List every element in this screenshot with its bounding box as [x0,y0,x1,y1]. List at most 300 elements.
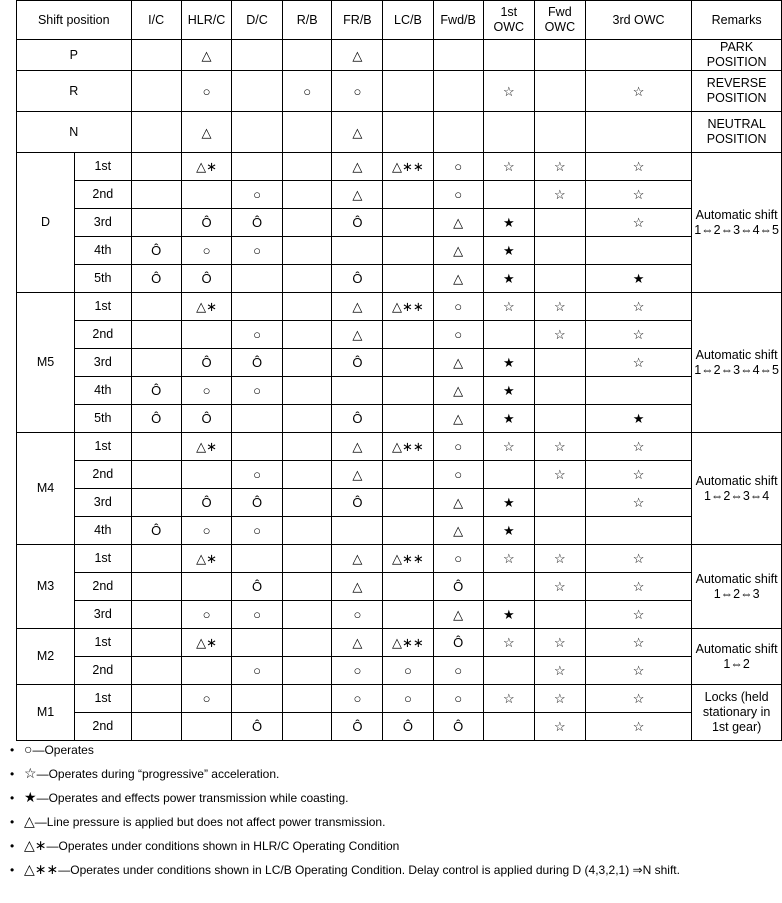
symbol-cell [383,112,433,153]
gear-cell: 1st [75,293,131,321]
header-cell: Fwd/B [433,1,483,40]
symbol-cell [433,71,483,112]
table-row [17,71,782,112]
symbol-cell: ☆ [534,461,585,489]
header-row [17,1,782,40]
symbol-cell: △ [332,153,383,181]
legend-text: —Operates [32,743,94,757]
symbol-cell [232,112,283,153]
remark-cell: Automatic shift 1⇔2⇔3⇔4⇔5 [692,293,782,433]
symbol-cell [282,489,332,517]
symbol-cell: ☆ [585,545,691,573]
symbol-cell [383,489,433,517]
table-row [17,321,782,349]
symbol-cell: △ [433,237,483,265]
symbol-cell [383,349,433,377]
symbol-cell: ○ [383,657,433,685]
symbol-cell [131,461,181,489]
symbol-cell: ○ [232,181,283,209]
symbol-cell: Ô [131,405,181,433]
symbol-cell [282,433,332,461]
symbol-cell [483,40,534,71]
symbol-cell: Ô [332,489,383,517]
table-row [17,461,782,489]
bullet: • [10,791,15,805]
symbol-cell: ○ [433,685,483,713]
symbol-cell: ★ [585,405,691,433]
symbol-cell: △ [332,112,383,153]
symbol-cell: ☆ [585,209,691,237]
table-row [17,153,782,181]
symbol-cell [232,293,283,321]
legend-note [10,739,680,763]
table-row [17,40,782,71]
symbol-cell [282,685,332,713]
header-cell: Remarks [692,1,782,40]
symbol-cell: Ô [332,405,383,433]
symbol-cell [282,293,332,321]
symbol-cell: ☆ [534,657,585,685]
gear-cell: 1st [75,153,131,181]
symbol-cell [131,293,181,321]
symbol-cell: △ [332,545,383,573]
header-cell: 1st OWC [483,1,534,40]
symbol-cell: ☆ [585,71,691,112]
legend-symbol: △ [24,813,35,829]
symbol-cell [282,405,332,433]
symbol-cell: ○ [433,545,483,573]
symbol-cell [383,461,433,489]
symbol-cell: Ô [383,713,433,741]
symbol-cell [232,265,283,293]
symbol-cell: ☆ [585,293,691,321]
symbol-cell: ○ [232,237,283,265]
bullet: • [10,839,15,853]
symbol-cell: ☆ [534,321,585,349]
header-cell: HLR/C [181,1,231,40]
symbol-cell [282,181,332,209]
symbol-cell: ○ [332,657,383,685]
symbol-cell: Ô [131,265,181,293]
remark-cell: Automatic shift 1⇔2⇔3 [692,545,782,629]
gear-cell: 1st [75,685,131,713]
symbol-cell [131,40,181,71]
legend-text: —Operates under conditions shown in HLR/C Operating Condition [46,839,400,853]
symbol-cell [534,265,585,293]
symbol-cell: ☆ [534,685,585,713]
symbol-cell [585,112,691,153]
gear-cell: 5th [75,265,131,293]
symbol-cell: ○ [433,153,483,181]
symbol-cell: Ô [232,209,283,237]
symbol-cell [282,40,332,71]
symbol-cell [534,405,585,433]
symbol-cell: ○ [332,685,383,713]
symbol-cell: Ô [131,237,181,265]
symbol-cell: △ [433,601,483,629]
symbol-cell: ○ [332,71,383,112]
bullet: • [10,815,15,829]
legend-symbol: △∗ [24,837,47,853]
symbol-cell [332,237,383,265]
symbol-cell: △∗∗ [383,545,433,573]
symbol-cell [433,40,483,71]
legend-symbol: △∗∗ [24,861,59,877]
symbol-cell: ★ [483,265,534,293]
symbol-cell: △ [433,349,483,377]
header-cell: R/B [282,1,332,40]
symbol-cell: ○ [232,601,283,629]
symbol-cell: Ô [433,713,483,741]
shift-position-cell: D [17,153,75,293]
gear-cell: 3rd [75,349,131,377]
symbol-cell: ☆ [585,573,691,601]
symbol-cell [131,181,181,209]
symbol-cell: ★ [585,265,691,293]
symbol-cell [282,713,332,741]
symbol-cell: △∗ [181,433,231,461]
symbol-cell: ○ [181,685,231,713]
symbol-cell [585,237,691,265]
symbol-cell: ○ [433,657,483,685]
shift-position-cell: R [17,71,132,112]
symbol-cell [131,713,181,741]
symbol-cell [282,629,332,657]
symbol-cell [181,461,231,489]
symbol-cell [131,545,181,573]
legend-text: —Operates under conditions shown in LC/B Operating Condition. Delay control is applied during D (4,3,2,1) ⇒N shift. [58,863,680,877]
symbol-cell [131,112,181,153]
symbol-cell [534,489,585,517]
symbol-cell [232,405,283,433]
symbol-cell: ☆ [483,629,534,657]
symbol-cell [534,517,585,545]
shift-position-cell: M4 [17,433,75,545]
gear-cell: 2nd [75,461,131,489]
table-row [17,629,782,657]
symbol-cell: ○ [232,321,283,349]
symbol-cell [534,209,585,237]
table-row [17,601,782,629]
symbol-cell: Ô [181,489,231,517]
symbol-cell: Ô [232,489,283,517]
symbol-cell: Ô [332,209,383,237]
symbol-cell [282,461,332,489]
symbol-cell [131,685,181,713]
legend-notes [10,739,680,883]
symbol-cell: ☆ [534,713,585,741]
symbol-cell: △ [332,40,383,71]
symbol-cell [232,545,283,573]
symbol-cell [383,601,433,629]
symbol-cell: ☆ [585,433,691,461]
table-row [17,573,782,601]
symbol-cell: △ [332,293,383,321]
symbol-cell: △∗ [181,545,231,573]
shift-position-cell: M5 [17,293,75,433]
symbol-cell [131,71,181,112]
legend-text: —Operates and effects power transmission while coasting. [36,791,349,805]
symbol-cell: △∗ [181,153,231,181]
symbol-cell: ☆ [534,293,585,321]
table-row [17,489,782,517]
symbol-cell [282,601,332,629]
symbol-cell [534,601,585,629]
symbol-cell: ☆ [483,545,534,573]
symbol-cell: Ô [332,265,383,293]
symbol-cell: ☆ [534,181,585,209]
symbol-cell [483,573,534,601]
header-cell: LC/B [383,1,433,40]
symbol-cell: ☆ [483,71,534,112]
bullet: • [10,863,15,877]
symbol-cell: △ [181,40,231,71]
header-cell: 3rd OWC [585,1,691,40]
symbol-cell [483,713,534,741]
symbol-cell: Ô [181,265,231,293]
symbol-cell: △ [433,489,483,517]
shift-position-cell: M1 [17,685,75,741]
symbol-cell: △ [332,181,383,209]
symbol-cell: ○ [181,237,231,265]
remark-cell: Automatic shift 1⇔2⇔3⇔4⇔5 [692,153,782,293]
symbol-cell: ○ [433,461,483,489]
symbol-cell [383,265,433,293]
symbol-cell: Ô [131,517,181,545]
symbol-cell [383,181,433,209]
symbol-cell: ○ [181,71,231,112]
gear-cell: 1st [75,629,131,657]
gear-cell: 2nd [75,573,131,601]
symbol-cell: △ [332,573,383,601]
symbol-cell [131,153,181,181]
symbol-cell: ○ [282,71,332,112]
symbol-cell [483,181,534,209]
symbol-cell [383,573,433,601]
gear-cell: 1st [75,433,131,461]
symbol-cell: Ô [433,629,483,657]
symbol-cell [282,321,332,349]
symbol-cell: △ [433,405,483,433]
table-row [17,181,782,209]
symbol-cell [131,629,181,657]
symbol-cell [131,209,181,237]
symbol-cell [585,517,691,545]
symbol-cell: △ [433,265,483,293]
symbol-cell: ☆ [585,321,691,349]
shift-position-cell: N [17,112,132,153]
symbol-cell: ☆ [585,153,691,181]
symbol-cell [534,377,585,405]
header-cell: I/C [131,1,181,40]
symbol-cell [433,112,483,153]
shift-position-cell: P [17,40,132,71]
symbol-cell: Ô [181,209,231,237]
table-row [17,405,782,433]
symbol-cell [232,433,283,461]
symbol-cell [332,377,383,405]
symbol-cell [131,601,181,629]
symbol-cell [282,517,332,545]
symbol-cell: ☆ [483,685,534,713]
symbol-cell: ☆ [585,181,691,209]
remark-cell: Automatic shift 1⇔2 [692,629,782,685]
symbol-cell [232,153,283,181]
legend-note [10,859,680,883]
symbol-cell: △ [181,112,231,153]
symbol-cell [282,112,332,153]
symbol-cell [332,517,383,545]
symbol-cell [282,545,332,573]
symbol-cell: ○ [232,377,283,405]
remark-cell: REVERSE POSITION [692,71,782,112]
symbol-cell: ★ [483,405,534,433]
symbol-cell [181,181,231,209]
gear-cell: 2nd [75,321,131,349]
symbol-cell: Ô [332,349,383,377]
symbol-cell [534,71,585,112]
symbol-cell: △∗ [181,629,231,657]
gear-cell: 3rd [75,601,131,629]
symbol-cell [131,657,181,685]
table-row [17,112,782,153]
bullet: • [10,743,15,757]
symbol-cell [181,713,231,741]
symbol-cell [383,405,433,433]
gear-cell: 3rd [75,209,131,237]
symbol-cell [383,237,433,265]
symbol-cell [483,657,534,685]
table-row [17,237,782,265]
symbol-cell [282,573,332,601]
symbol-cell: ☆ [483,153,534,181]
header-cell: Shift position [17,1,132,40]
symbol-cell [131,573,181,601]
symbol-cell: ☆ [585,461,691,489]
clutch-brake-operation-table [16,0,782,741]
table-row [17,265,782,293]
symbol-cell: △ [433,209,483,237]
gear-cell: 2nd [75,181,131,209]
symbol-cell: △∗∗ [383,629,433,657]
symbol-cell: Ô [181,405,231,433]
symbol-cell [282,377,332,405]
symbol-cell: Ô [332,713,383,741]
symbol-cell: ○ [181,601,231,629]
shift-position-cell: M3 [17,545,75,629]
symbol-cell: ○ [433,433,483,461]
table-row [17,349,782,377]
symbol-cell: Ô [131,377,181,405]
symbol-cell: ○ [383,685,433,713]
symbol-cell: ☆ [585,685,691,713]
header-cell: D/C [232,1,283,40]
symbol-cell [383,209,433,237]
legend-symbol: ○ [24,741,33,757]
symbol-cell [534,112,585,153]
table-row [17,209,782,237]
symbol-cell: Ô [181,349,231,377]
symbol-cell [483,461,534,489]
symbol-cell: Ô [232,573,283,601]
symbol-cell [131,321,181,349]
symbol-cell: △ [332,321,383,349]
symbol-cell [131,349,181,377]
symbol-cell: △ [332,433,383,461]
symbol-cell: △ [433,377,483,405]
symbol-cell: ☆ [585,349,691,377]
symbol-cell: ☆ [483,433,534,461]
symbol-cell: ○ [181,377,231,405]
legend-text: —Operates during “progressive” acceleration. [36,767,280,781]
remark-cell: Locks (held stationary in 1st gear) [692,685,782,741]
legend-note [10,787,680,811]
symbol-cell: ☆ [534,545,585,573]
symbol-cell [282,153,332,181]
symbol-cell: △∗∗ [383,293,433,321]
gear-cell: 5th [75,405,131,433]
symbol-cell: △∗∗ [383,433,433,461]
table-row [17,433,782,461]
symbol-cell [383,517,433,545]
symbol-cell [383,71,433,112]
symbol-cell [282,657,332,685]
symbol-cell [534,349,585,377]
symbol-cell [131,489,181,517]
symbol-cell: ★ [483,349,534,377]
symbol-cell [282,237,332,265]
symbol-cell [383,321,433,349]
symbol-cell: ★ [483,601,534,629]
symbol-cell [585,40,691,71]
symbol-cell: ○ [232,517,283,545]
symbol-cell: ☆ [534,629,585,657]
symbol-cell [383,377,433,405]
symbol-cell: △ [332,461,383,489]
legend-text: —Line pressure is applied but does not affect power transmission. [34,815,386,829]
symbol-cell: ○ [232,461,283,489]
gear-cell: 2nd [75,713,131,741]
symbol-cell: ★ [483,489,534,517]
symbol-cell [131,433,181,461]
gear-cell: 1st [75,545,131,573]
table-row [17,685,782,713]
legend-symbol: ☆ [24,765,37,781]
symbol-cell: ★ [483,517,534,545]
symbol-cell: ☆ [534,573,585,601]
symbol-cell [181,573,231,601]
symbol-cell: ○ [232,657,283,685]
bullet: • [10,767,15,781]
legend-note [10,763,680,787]
table-row [17,713,782,741]
gear-cell: 4th [75,517,131,545]
symbol-cell: ☆ [483,293,534,321]
symbol-cell [483,112,534,153]
symbol-cell [181,657,231,685]
symbol-cell [282,349,332,377]
symbol-cell [483,321,534,349]
symbol-cell: ★ [483,209,534,237]
symbol-cell: ☆ [585,629,691,657]
symbol-cell: ☆ [585,601,691,629]
symbol-cell [232,685,283,713]
symbol-cell [534,237,585,265]
table-row [17,545,782,573]
symbol-cell: ☆ [585,657,691,685]
symbol-cell: △∗∗ [383,153,433,181]
symbol-cell [585,377,691,405]
